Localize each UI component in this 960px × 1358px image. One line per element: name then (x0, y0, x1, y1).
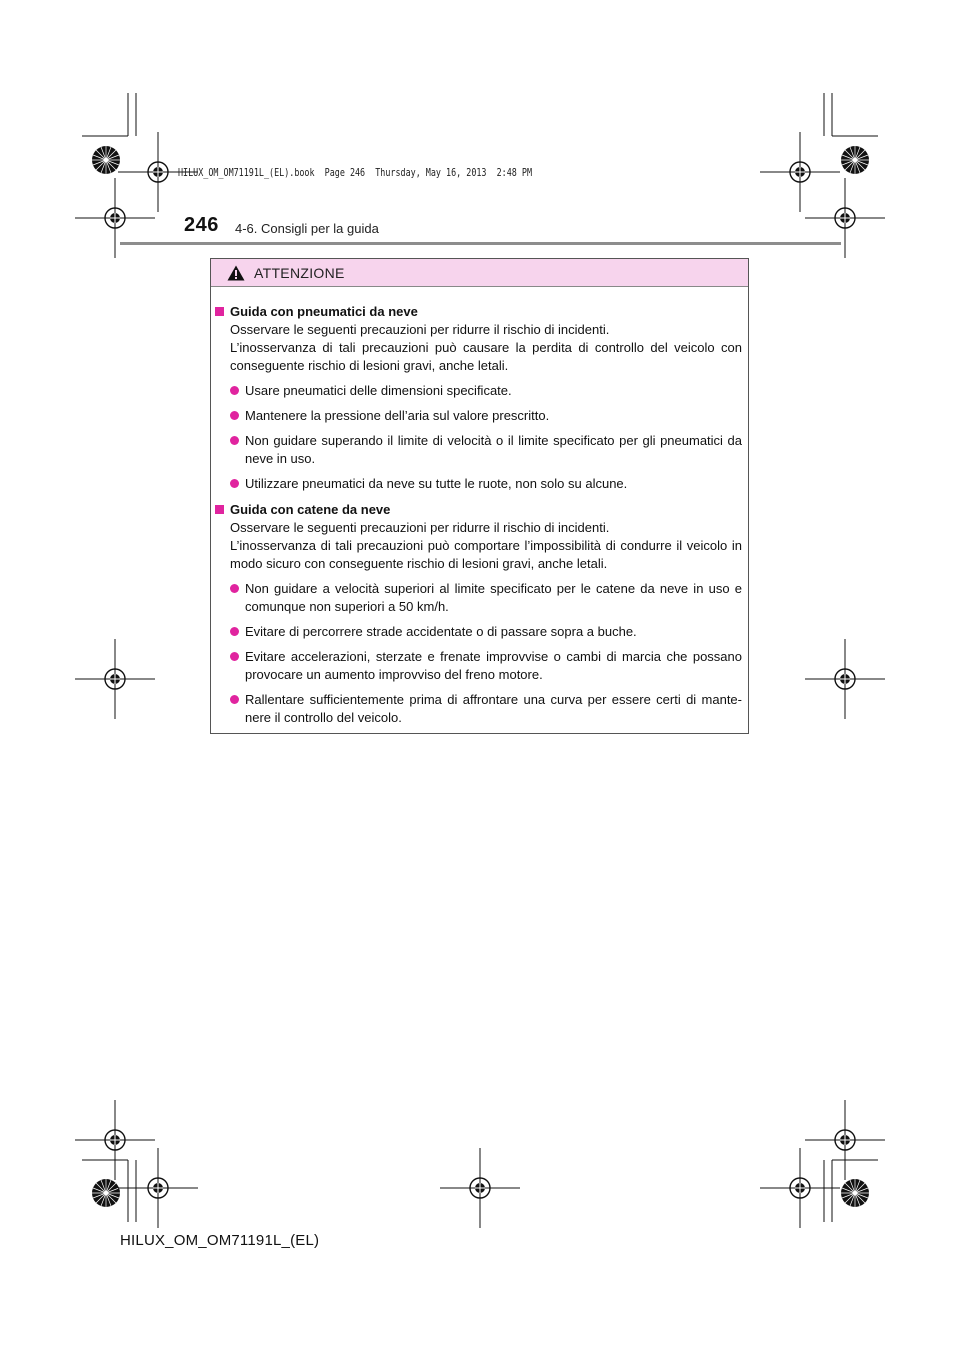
list-item-text: Non guidare a velocità superiori al limite specificato per le catene da neve in uso e comunque non superiori a 50 km/h. (245, 581, 742, 614)
list-item (230, 407, 742, 425)
list-item (230, 691, 742, 727)
list-item (230, 475, 742, 493)
round-bullet-icon (230, 584, 239, 593)
footer-document-code: HILUX_OM_OM71191L_(EL) (120, 1232, 320, 1249)
page-number: 246 (184, 214, 219, 236)
square-bullet-icon (215, 505, 224, 514)
round-bullet-icon (230, 411, 239, 420)
round-bullet-icon (230, 479, 239, 488)
section-title: 4-6. Consigli per la guida (235, 221, 379, 236)
paragraph: L’inosservanza di tali precauzioni può comportare l’impossibilità di condurre il veicolo in modo sicuro con conseguente rischio di lesioni gravi, anche letali. (230, 538, 742, 571)
warning-triangle-icon (227, 265, 245, 281)
round-bullet-icon (230, 652, 239, 661)
list-item-text: Utilizzare pneumatici da neve su tutte le ruote, non solo su alcune. (245, 476, 628, 491)
section-heading (215, 303, 742, 321)
list-item-text: Usare pneumatici delle dimensioni specificate. (245, 383, 512, 398)
square-bullet-icon (215, 307, 224, 316)
warning-box (210, 258, 749, 734)
list-item-text: Mantenere la pressione dell’aria sul valore prescritto. (245, 408, 550, 423)
paragraph: Osservare le seguenti precauzioni per ridurre il rischio di incidenti. (230, 520, 610, 535)
book-info-line: HILUX_OM_OM71191L_(EL).book Page 246 Thursday, May 16, 2013 2:48 PM (178, 167, 533, 179)
paragraph: Osservare le seguenti precauzioni per ridurre il rischio di incidenti. (230, 322, 610, 337)
list-item (230, 623, 742, 641)
section-heading (215, 501, 742, 519)
list-item-text: Evitare di percorrere strade accidentate o di passare sopra a buche. (245, 624, 637, 639)
list-item-text: Evitare accelerazioni, sterzate e frenate improvvise o cambi di marcia che possano provocare un aumento improvviso del freno motore. (245, 649, 742, 682)
round-bullet-icon (230, 627, 239, 636)
paragraph: L’inosservanza di tali precauzioni può causare la perdita di controllo del veicolo con conseguente rischio di lesioni gravi, anche letali. (230, 340, 742, 373)
list-item (230, 432, 742, 468)
list-item-text: Rallentare sufficientemente prima di affrontare una curva per essere certi di mante-nere il controllo del veicolo. (245, 692, 742, 725)
list-item (230, 382, 742, 400)
heading-text: Guida con pneumatici da neve (230, 304, 418, 319)
list-item (230, 580, 742, 616)
round-bullet-icon (230, 436, 239, 445)
list-item (230, 648, 742, 684)
header-rule (120, 242, 841, 245)
round-bullet-icon (230, 695, 239, 704)
round-bullet-icon (230, 386, 239, 395)
warning-title: ATTENZIONE (254, 264, 345, 281)
heading-text: Guida con catene da neve (230, 502, 391, 517)
warning-body (211, 287, 748, 727)
warning-header (211, 259, 748, 287)
list-item-text: Non guidare superando il limite di velocità o il limite specificato per gli pneumatici da neve in uso. (245, 433, 742, 466)
